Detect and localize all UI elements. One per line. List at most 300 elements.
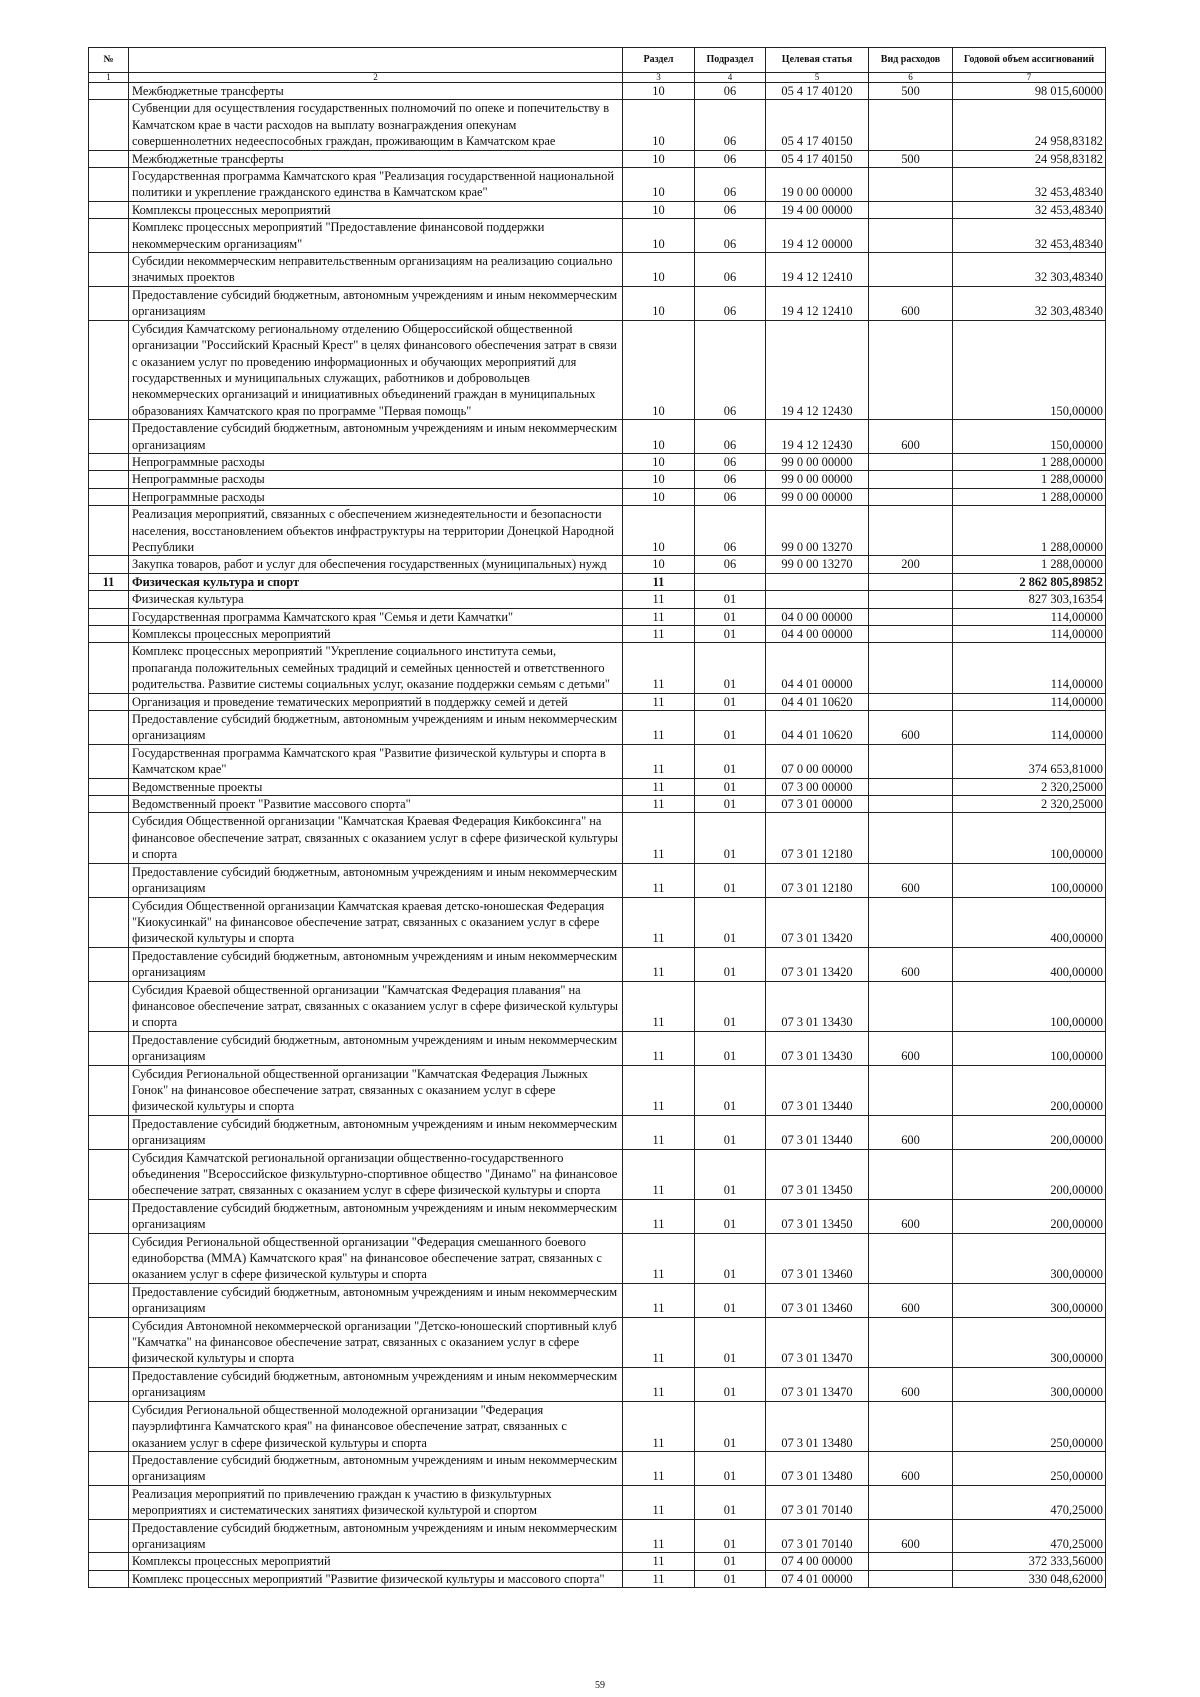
cell-target-article: 19 4 12 12410 [766, 253, 869, 287]
cell-amount: 100,00000 [953, 1031, 1106, 1065]
cell-number [89, 100, 129, 150]
cell-razdel: 11 [623, 1115, 695, 1149]
table-row [89, 1031, 1106, 1065]
table-row [89, 506, 1106, 556]
cell-razdel: 11 [623, 813, 695, 863]
cell-razdel: 10 [623, 253, 695, 287]
table-row [89, 1115, 1106, 1149]
cell-razdel: 10 [623, 219, 695, 253]
cell-amount: 200,00000 [953, 1199, 1106, 1233]
cell-target-article: 19 4 12 12410 [766, 286, 869, 320]
table-body [89, 83, 1106, 1588]
column-number: 1 [89, 73, 129, 83]
cell-target-article: 07 3 01 12180 [766, 863, 869, 897]
cell-podrazdel: 01 [695, 1553, 766, 1570]
cell-name: Закупка товаров, работ и услуг для обеспечения государственных (муниципальных) нужд [129, 556, 623, 573]
cell-razdel: 10 [623, 201, 695, 218]
cell-target-article: 07 3 01 13450 [766, 1199, 869, 1233]
cell-name: Субсидия Камчатскому региональному отделению Общероссийской общественной организации "Российский Красный Крест" в целях финансового обеспечения затрат в связи с оказанием услуг по проведению информационных и обучающих мероприятий для государственных и муниципальных служащих, работников и добровольцев некоммерческих организаций и инициативных объединений граждан в муниципальных образованиях Камчатского края по программе "Первая помощь" [129, 320, 623, 419]
cell-podrazdel: 01 [695, 981, 766, 1031]
cell-podrazdel: 01 [695, 1570, 766, 1587]
cell-target-article: 07 3 01 13420 [766, 947, 869, 981]
cell-razdel: 11 [623, 778, 695, 795]
cell-expense-type [869, 471, 953, 488]
cell-name: Субсидия Автономной некоммерческой организации "Детско-юношеский спортивный клуб "Камчатка" на финансовое обеспечение затрат, связанных с оказанием услуг в сфере физической культуры и спорта [129, 1317, 623, 1367]
cell-expense-type [869, 506, 953, 556]
cell-razdel: 11 [623, 1451, 695, 1485]
cell-number [89, 201, 129, 218]
cell-target-article: 04 4 01 10620 [766, 693, 869, 710]
cell-target-article: 07 4 00 00000 [766, 1553, 869, 1570]
cell-razdel: 11 [623, 693, 695, 710]
header-name [129, 48, 623, 73]
cell-target-article: 99 0 00 00000 [766, 453, 869, 470]
cell-number [89, 1485, 129, 1519]
cell-name: Государственная программа Камчатского края "Реализация государственной национальной политики и укрепление гражданского единства в Камчатском крае" [129, 168, 623, 202]
cell-razdel: 11 [623, 1199, 695, 1233]
table-row [89, 1065, 1106, 1115]
table-row [89, 100, 1106, 150]
cell-name: Комплексы процессных мероприятий [129, 201, 623, 218]
cell-target-article: 19 4 12 00000 [766, 219, 869, 253]
cell-name: Субсидия Общественной организации "Камчатская Краевая Федерация Кикбоксинга" на финансовое обеспечение затрат, связанных с оказанием услуг в сфере физической культуры и спорта [129, 813, 623, 863]
cell-name: Предоставление субсидий бюджетным, автономным учреждениям и иным некоммерческим организациям [129, 947, 623, 981]
cell-razdel: 10 [623, 100, 695, 150]
table-row [89, 947, 1106, 981]
cell-amount: 250,00000 [953, 1401, 1106, 1451]
page-number: 59 [595, 1680, 605, 1691]
cell-amount: 2 320,25000 [953, 778, 1106, 795]
cell-name: Субсидия Общественной организации Камчатская краевая детско-юношеская Федерация "Киокусинкай" на финансовое обеспечение затрат, связанных с оказанием услуг в сфере физической культуры и спорта [129, 897, 623, 947]
cell-amount: 372 333,56000 [953, 1553, 1106, 1570]
cell-expense-type [869, 1149, 953, 1199]
cell-name: Организация и проведение тематических мероприятий в поддержку семей и детей [129, 693, 623, 710]
cell-expense-type: 600 [869, 863, 953, 897]
cell-number [89, 286, 129, 320]
cell-number [89, 1149, 129, 1199]
cell-amount: 200,00000 [953, 1065, 1106, 1115]
cell-name: Предоставление субсидий бюджетным, автономным учреждениям и иным некоммерческим организациям [129, 1199, 623, 1233]
cell-razdel: 11 [623, 608, 695, 625]
cell-expense-type [869, 626, 953, 643]
cell-name: Предоставление субсидий бюджетным, автономным учреждениям и иным некоммерческим организациям [129, 1115, 623, 1149]
cell-podrazdel: 01 [695, 1485, 766, 1519]
budget-table [88, 47, 1106, 1588]
cell-number [89, 1283, 129, 1317]
cell-podrazdel: 06 [695, 420, 766, 454]
cell-name: Предоставление субсидий бюджетным, автономным учреждениям и иным некоммерческим организациям [129, 1519, 623, 1553]
table-row [89, 83, 1106, 100]
cell-target-article: 19 0 00 00000 [766, 168, 869, 202]
cell-podrazdel: 01 [695, 693, 766, 710]
cell-target-article: 07 3 01 00000 [766, 796, 869, 813]
table-row [89, 453, 1106, 470]
cell-number [89, 947, 129, 981]
cell-amount: 24 958,83182 [953, 150, 1106, 167]
cell-name: Межбюджетные трансферты [129, 83, 623, 100]
cell-razdel: 11 [623, 591, 695, 608]
cell-target-article: 07 3 00 00000 [766, 778, 869, 795]
cell-target-article: 19 4 12 12430 [766, 420, 869, 454]
cell-razdel: 11 [623, 1570, 695, 1587]
cell-amount: 114,00000 [953, 643, 1106, 693]
cell-amount: 374 653,81000 [953, 744, 1106, 778]
cell-razdel: 10 [623, 83, 695, 100]
cell-number [89, 1317, 129, 1367]
table-row [89, 796, 1106, 813]
cell-expense-type [869, 1065, 953, 1115]
cell-podrazdel: 01 [695, 1519, 766, 1553]
table-row [89, 778, 1106, 795]
cell-name: Комплексы процессных мероприятий [129, 1553, 623, 1570]
cell-amount: 114,00000 [953, 626, 1106, 643]
cell-podrazdel: 01 [695, 1115, 766, 1149]
column-number: 6 [869, 73, 953, 83]
cell-amount: 300,00000 [953, 1317, 1106, 1367]
header-expense-type: Вид расходов [869, 48, 953, 73]
cell-expense-type [869, 168, 953, 202]
cell-podrazdel: 06 [695, 219, 766, 253]
cell-amount: 2 862 805,89852 [953, 573, 1106, 590]
cell-target-article: 04 0 00 00000 [766, 608, 869, 625]
cell-podrazdel: 01 [695, 1233, 766, 1283]
cell-name: Предоставление субсидий бюджетным, автономным учреждениям и иным некоммерческим организациям [129, 863, 623, 897]
cell-expense-type [869, 643, 953, 693]
header-target-article: Целевая статья [766, 48, 869, 73]
table-row [89, 1570, 1106, 1587]
cell-podrazdel: 01 [695, 897, 766, 947]
cell-expense-type [869, 744, 953, 778]
cell-target-article: 99 0 00 00000 [766, 488, 869, 505]
cell-podrazdel: 01 [695, 591, 766, 608]
cell-number [89, 150, 129, 167]
table-row [89, 626, 1106, 643]
cell-podrazdel: 06 [695, 150, 766, 167]
table-header-row [89, 48, 1106, 73]
cell-expense-type [869, 693, 953, 710]
cell-podrazdel: 06 [695, 471, 766, 488]
cell-razdel: 11 [623, 1283, 695, 1317]
cell-podrazdel: 01 [695, 1199, 766, 1233]
cell-number [89, 1065, 129, 1115]
cell-podrazdel: 01 [695, 626, 766, 643]
cell-podrazdel: 01 [695, 1149, 766, 1199]
cell-razdel: 10 [623, 506, 695, 556]
cell-amount: 1 288,00000 [953, 556, 1106, 573]
cell-number: 11 [89, 573, 129, 590]
cell-razdel: 11 [623, 1149, 695, 1199]
table-row [89, 1233, 1106, 1283]
cell-razdel: 10 [623, 150, 695, 167]
cell-target-article: 07 4 01 00000 [766, 1570, 869, 1587]
table-row [89, 150, 1106, 167]
cell-podrazdel: 01 [695, 778, 766, 795]
cell-amount: 32 303,48340 [953, 286, 1106, 320]
cell-target-article: 04 4 01 00000 [766, 643, 869, 693]
cell-expense-type: 600 [869, 1031, 953, 1065]
cell-name: Государственная программа Камчатского края "Семья и дети Камчатки" [129, 608, 623, 625]
cell-name: Реализация мероприятий по привлечению граждан к участию в физкультурных мероприятиях и систематических занятиях физической культурой и спортом [129, 1485, 623, 1519]
table-row [89, 897, 1106, 947]
cell-name: Комплексы процессных мероприятий [129, 626, 623, 643]
table-row [89, 863, 1106, 897]
cell-podrazdel: 01 [695, 1283, 766, 1317]
cell-amount: 114,00000 [953, 608, 1106, 625]
table-row [89, 981, 1106, 1031]
cell-amount: 1 288,00000 [953, 453, 1106, 470]
cell-target-article: 19 4 00 00000 [766, 201, 869, 218]
cell-razdel: 11 [623, 643, 695, 693]
cell-expense-type [869, 1401, 953, 1451]
cell-podrazdel: 01 [695, 796, 766, 813]
cell-podrazdel: 06 [695, 556, 766, 573]
cell-razdel: 10 [623, 168, 695, 202]
cell-podrazdel: 06 [695, 83, 766, 100]
cell-number [89, 453, 129, 470]
cell-target-article: 07 3 01 13430 [766, 1031, 869, 1065]
cell-razdel: 11 [623, 1031, 695, 1065]
cell-amount: 24 958,83182 [953, 100, 1106, 150]
cell-expense-type [869, 796, 953, 813]
cell-expense-type: 500 [869, 150, 953, 167]
cell-razdel: 11 [623, 711, 695, 745]
cell-expense-type [869, 1233, 953, 1283]
cell-name: Предоставление субсидий бюджетным, автономным учреждениям и иным некоммерческим организациям [129, 1031, 623, 1065]
cell-razdel: 10 [623, 420, 695, 454]
table-row [89, 253, 1106, 287]
cell-razdel: 10 [623, 286, 695, 320]
cell-number [89, 488, 129, 505]
budget-table-sheet [88, 47, 1105, 1588]
cell-podrazdel: 01 [695, 608, 766, 625]
cell-expense-type: 600 [869, 1451, 953, 1485]
cell-target-article [766, 591, 869, 608]
cell-number [89, 1553, 129, 1570]
cell-amount: 32 453,48340 [953, 219, 1106, 253]
cell-number [89, 897, 129, 947]
cell-expense-type [869, 1553, 953, 1570]
cell-amount: 100,00000 [953, 863, 1106, 897]
cell-expense-type [869, 100, 953, 150]
cell-podrazdel: 06 [695, 506, 766, 556]
table-row [89, 813, 1106, 863]
cell-target-article: 07 3 01 13480 [766, 1401, 869, 1451]
cell-name: Предоставление субсидий бюджетным, автономным учреждениям и иным некоммерческим организациям [129, 1451, 623, 1485]
cell-amount: 1 288,00000 [953, 471, 1106, 488]
cell-number [89, 813, 129, 863]
cell-name: Непрограммные расходы [129, 488, 623, 505]
cell-number [89, 608, 129, 625]
column-number: 5 [766, 73, 869, 83]
cell-amount: 32 453,48340 [953, 168, 1106, 202]
cell-number [89, 778, 129, 795]
cell-number [89, 168, 129, 202]
table-row [89, 168, 1106, 202]
cell-name: Межбюджетные трансферты [129, 150, 623, 167]
cell-podrazdel: 01 [695, 1451, 766, 1485]
cell-podrazdel: 01 [695, 947, 766, 981]
cell-name: Физическая культура [129, 591, 623, 608]
table-row [89, 488, 1106, 505]
cell-amount: 470,25000 [953, 1485, 1106, 1519]
cell-number [89, 253, 129, 287]
table-row [89, 1317, 1106, 1367]
cell-number [89, 744, 129, 778]
cell-target-article: 04 4 01 10620 [766, 711, 869, 745]
cell-razdel: 11 [623, 626, 695, 643]
cell-podrazdel: 06 [695, 488, 766, 505]
cell-expense-type: 600 [869, 286, 953, 320]
cell-amount: 100,00000 [953, 813, 1106, 863]
header-amount: Годовой объем ассигнований [953, 48, 1106, 73]
cell-amount: 2 320,25000 [953, 796, 1106, 813]
cell-podrazdel: 01 [695, 1367, 766, 1401]
cell-number [89, 219, 129, 253]
cell-target-article: 04 4 00 00000 [766, 626, 869, 643]
cell-expense-type [869, 253, 953, 287]
cell-number [89, 320, 129, 419]
cell-target-article: 05 4 17 40120 [766, 83, 869, 100]
cell-podrazdel: 01 [695, 643, 766, 693]
cell-podrazdel: 06 [695, 453, 766, 470]
cell-expense-type [869, 1317, 953, 1367]
cell-expense-type [869, 778, 953, 795]
cell-expense-type [869, 488, 953, 505]
table-row [89, 219, 1106, 253]
cell-target-article [766, 573, 869, 590]
cell-target-article: 05 4 17 40150 [766, 100, 869, 150]
cell-number [89, 556, 129, 573]
cell-razdel: 11 [623, 897, 695, 947]
cell-target-article: 07 3 01 13420 [766, 897, 869, 947]
cell-number [89, 1367, 129, 1401]
column-number: 2 [129, 73, 623, 83]
cell-number [89, 1031, 129, 1065]
cell-number [89, 471, 129, 488]
cell-target-article: 05 4 17 40150 [766, 150, 869, 167]
cell-name: Предоставление субсидий бюджетным, автономным учреждениям и иным некоммерческим организациям [129, 1367, 623, 1401]
table-row [89, 201, 1106, 218]
cell-number [89, 506, 129, 556]
cell-name: Физическая культура и спорт [129, 573, 623, 590]
column-number: 7 [953, 73, 1106, 83]
table-row [89, 711, 1106, 745]
cell-name: Субсидии некоммерческим неправительственным организациям на реализацию социально значимых проектов [129, 253, 623, 287]
table-row [89, 1283, 1106, 1317]
cell-target-article: 07 3 01 13440 [766, 1115, 869, 1149]
cell-podrazdel [695, 573, 766, 590]
table-row [89, 693, 1106, 710]
cell-name: Предоставление субсидий бюджетным, автономным учреждениям и иным некоммерческим организациям [129, 420, 623, 454]
table-row [89, 1401, 1106, 1451]
cell-number [89, 693, 129, 710]
cell-number [89, 711, 129, 745]
cell-number [89, 1199, 129, 1233]
cell-podrazdel: 01 [695, 744, 766, 778]
cell-expense-type: 600 [869, 1115, 953, 1149]
cell-name: Предоставление субсидий бюджетным, автономным учреждениям и иным некоммерческим организациям [129, 286, 623, 320]
cell-razdel: 11 [623, 1553, 695, 1570]
cell-expense-type [869, 201, 953, 218]
cell-name: Комплекс процессных мероприятий "Укрепление социального института семьи, пропаганда положительных семейных традиций и семейных ценностей и ответственного родительства. Развитие системы социальных услуг, оказание поддержки семьям с детьми" [129, 643, 623, 693]
cell-podrazdel: 01 [695, 1031, 766, 1065]
cell-target-article: 07 3 01 13470 [766, 1317, 869, 1367]
cell-target-article: 07 3 01 12180 [766, 813, 869, 863]
cell-number [89, 626, 129, 643]
table-row [89, 591, 1106, 608]
cell-razdel: 11 [623, 1065, 695, 1115]
cell-amount: 100,00000 [953, 981, 1106, 1031]
cell-number [89, 1519, 129, 1553]
cell-amount: 400,00000 [953, 897, 1106, 947]
cell-expense-type: 600 [869, 1283, 953, 1317]
cell-name: Субсидия Краевой общественной организации "Камчатская Федерация плавания" на финансовое обеспечение затрат, связанных с оказанием услуг в сфере физической культуры и спорта [129, 981, 623, 1031]
cell-expense-type: 200 [869, 556, 953, 573]
cell-podrazdel: 06 [695, 100, 766, 150]
cell-razdel: 11 [623, 947, 695, 981]
cell-podrazdel: 06 [695, 320, 766, 419]
cell-expense-type [869, 608, 953, 625]
table-row [89, 286, 1106, 320]
cell-amount: 114,00000 [953, 693, 1106, 710]
cell-amount: 32 303,48340 [953, 253, 1106, 287]
cell-name: Ведомственные проекты [129, 778, 623, 795]
table-row [89, 556, 1106, 573]
cell-expense-type: 600 [869, 711, 953, 745]
table-row [89, 1485, 1106, 1519]
cell-target-article: 99 0 00 00000 [766, 471, 869, 488]
cell-razdel: 11 [623, 573, 695, 590]
cell-razdel: 11 [623, 863, 695, 897]
cell-number [89, 643, 129, 693]
cell-name: Государственная программа Камчатского края "Развитие физической культуры и спорта в Камчатском крае" [129, 744, 623, 778]
cell-name: Предоставление субсидий бюджетным, автономным учреждениям и иным некоммерческим организациям [129, 1283, 623, 1317]
cell-amount: 300,00000 [953, 1367, 1106, 1401]
cell-target-article: 07 3 01 13450 [766, 1149, 869, 1199]
cell-number [89, 796, 129, 813]
cell-expense-type [869, 1570, 953, 1587]
cell-target-article: 07 3 01 13460 [766, 1283, 869, 1317]
cell-number [89, 1401, 129, 1451]
cell-name: Ведомственный проект "Развитие массового спорта" [129, 796, 623, 813]
cell-razdel: 11 [623, 1317, 695, 1367]
cell-name: Комплекс процессных мероприятий "Развитие физической культуры и массового спорта" [129, 1570, 623, 1587]
cell-podrazdel: 06 [695, 286, 766, 320]
cell-target-article: 07 3 01 13440 [766, 1065, 869, 1115]
cell-podrazdel: 06 [695, 168, 766, 202]
cell-number [89, 591, 129, 608]
cell-name: Субсидия Региональной общественной организации "Федерация смешанного боевого единоборства (ММА) Камчатского края" на финансовое обеспечение затрат, связанных с оказанием услуг в сфере физической культуры и спорта [129, 1233, 623, 1283]
cell-expense-type: 600 [869, 947, 953, 981]
column-number: 3 [623, 73, 695, 83]
cell-name: Субсидия Региональной общественной организации "Камчатская Федерация Лыжных Гонок" на финансовое обеспечение затрат, связанных с оказанием услуг в сфере физической культуры и спорта [129, 1065, 623, 1115]
header-podrazdel: Подраздел [695, 48, 766, 73]
cell-expense-type [869, 813, 953, 863]
header-razdel: Раздел [623, 48, 695, 73]
table-row [89, 608, 1106, 625]
table-row [89, 643, 1106, 693]
cell-expense-type: 600 [869, 1519, 953, 1553]
cell-podrazdel: 06 [695, 201, 766, 218]
header-no: № [89, 48, 129, 73]
cell-razdel: 10 [623, 556, 695, 573]
cell-target-article: 07 3 01 13430 [766, 981, 869, 1031]
table-row [89, 744, 1106, 778]
cell-target-article: 07 3 01 13470 [766, 1367, 869, 1401]
cell-amount: 250,00000 [953, 1451, 1106, 1485]
cell-razdel: 11 [623, 1401, 695, 1451]
cell-target-article: 99 0 00 13270 [766, 556, 869, 573]
